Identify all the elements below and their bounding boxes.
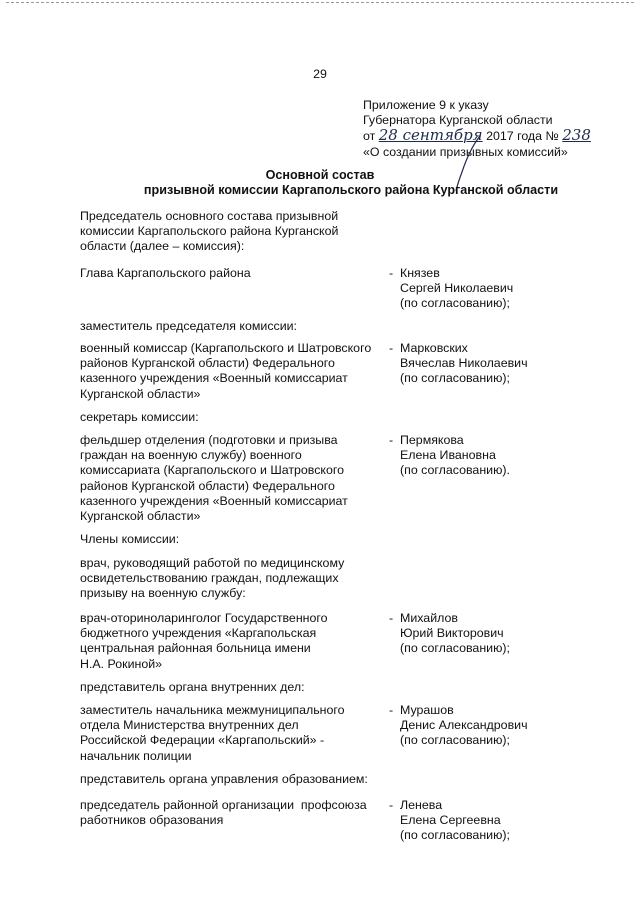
appendix-header [363, 98, 633, 160]
person-chairman [389, 266, 639, 312]
role-line: Курганской области» [80, 386, 201, 401]
person-name: Сергей Николаевич [400, 281, 514, 296]
intro-line: области (далее – комиссия): [80, 239, 245, 254]
appendix-line-4: «О создании призывных комиссий» [363, 144, 568, 159]
person-deputy [389, 341, 639, 387]
person-surname: - Князев [389, 266, 440, 280]
heading-members: Члены комиссии: [80, 532, 180, 546]
person-surname: - Мурашов [389, 703, 454, 717]
person-surname: - Ленева [389, 798, 443, 812]
role-doctor [80, 611, 380, 672]
role-police [80, 703, 380, 764]
heading-education: представитель органа управления образованием: [80, 772, 368, 786]
role-line: военный комиссар (Каргапольского и Шатровского [80, 341, 372, 355]
role-line: Курганской области» [80, 509, 201, 524]
role-line: председатель районной организации профсоюза [80, 798, 367, 812]
role-line: казенного учреждения «Военный комиссариат [80, 371, 348, 386]
heading-line: врач, руководящий работой по медицинскому [80, 556, 345, 570]
person-name: Юрий Викторович [400, 626, 504, 641]
heading-deputy: заместитель председателя комиссии: [80, 319, 297, 333]
heading-line: призыву на военную службу: [80, 586, 246, 601]
role-education [80, 798, 380, 828]
person-surname: - Марковских [389, 341, 468, 355]
handwritten-date: 28 сентября [378, 126, 483, 145]
role-line: фельдшер отделения (подготовки и призыва [80, 433, 338, 447]
intro-line: Председатель основного состава призывной [80, 209, 339, 223]
appendix-line-2: Губернатора Курганской области [363, 113, 553, 128]
role-line: врач-оториноларинголог Государственного [80, 611, 328, 625]
heading-medical [80, 556, 380, 602]
role-line: работников образования [80, 813, 224, 828]
role-secretary [80, 433, 380, 524]
document-title [0, 168, 640, 198]
person-name: Елена Ивановна [400, 448, 496, 463]
person-doctor [389, 611, 639, 657]
role-line: казенного учреждения «Военный комиссариат [80, 493, 348, 508]
person-note: (по согласованию); [400, 296, 510, 311]
person-surname: - Пермякова [389, 433, 464, 447]
person-note: (по согласованию); [400, 371, 510, 386]
title-line-1: Основной состав [265, 168, 375, 182]
scan-top-edge [6, 2, 634, 5]
role-line: бюджетного учреждения «Каргапольская [80, 626, 317, 641]
person-name: Вячеслав Николаевич [400, 356, 528, 371]
role-line: центральная районная больница имени [80, 641, 311, 656]
intro-paragraph [80, 209, 380, 255]
person-name: Елена Сергеевна [400, 813, 501, 828]
role-line: заместитель начальника межмуниципального [80, 703, 345, 717]
person-note: (по согласованию). [400, 463, 510, 478]
role-line: районов Курганской области) Федерального [80, 356, 335, 371]
role-line: начальник полиции [80, 748, 192, 763]
page-number: 29 [313, 67, 327, 81]
role-line: Глава Каргапольского района [80, 266, 251, 280]
person-note: (по согласованию); [400, 828, 510, 843]
heading-secretary: секретарь комиссии: [80, 410, 199, 424]
appendix-date-line [363, 128, 633, 144]
person-police [389, 703, 639, 749]
person-note: (по согласованию); [400, 641, 510, 656]
heading-line: освидетельствованию граждан, подлежащих [80, 571, 339, 586]
role-line: районов Курганской области) Федерального [80, 478, 335, 493]
person-name: Денис Александрович [400, 718, 528, 733]
role-deputy [80, 341, 380, 402]
role-line: Н.А. Рокиной» [80, 656, 163, 671]
intro-line: комиссии Каргапольского района Курганской [80, 224, 339, 239]
handwritten-number: 238 [562, 126, 591, 145]
role-line: комиссариата (Каргапольского и Шатровского [80, 463, 345, 478]
heading-police: представитель органа внутренних дел: [80, 680, 305, 694]
role-chairman [80, 266, 380, 281]
role-line: Российской Федерации «Каргапольский» - [80, 733, 325, 748]
appendix-from: от [363, 129, 376, 144]
person-education [389, 798, 639, 844]
role-line: граждан на военную службу) военного [80, 448, 302, 463]
person-note: (по согласованию); [400, 733, 510, 748]
title-line-2: призывной комиссии Каргапольского района Курганской области [143, 183, 559, 198]
person-secretary [389, 433, 639, 479]
appendix-line-1: Приложение 9 к указу [363, 98, 489, 112]
person-surname: - Михайлов [389, 611, 458, 625]
role-line: отдела Министерства внутренних дел [80, 718, 299, 733]
appendix-year: 2017 года № [486, 129, 559, 144]
